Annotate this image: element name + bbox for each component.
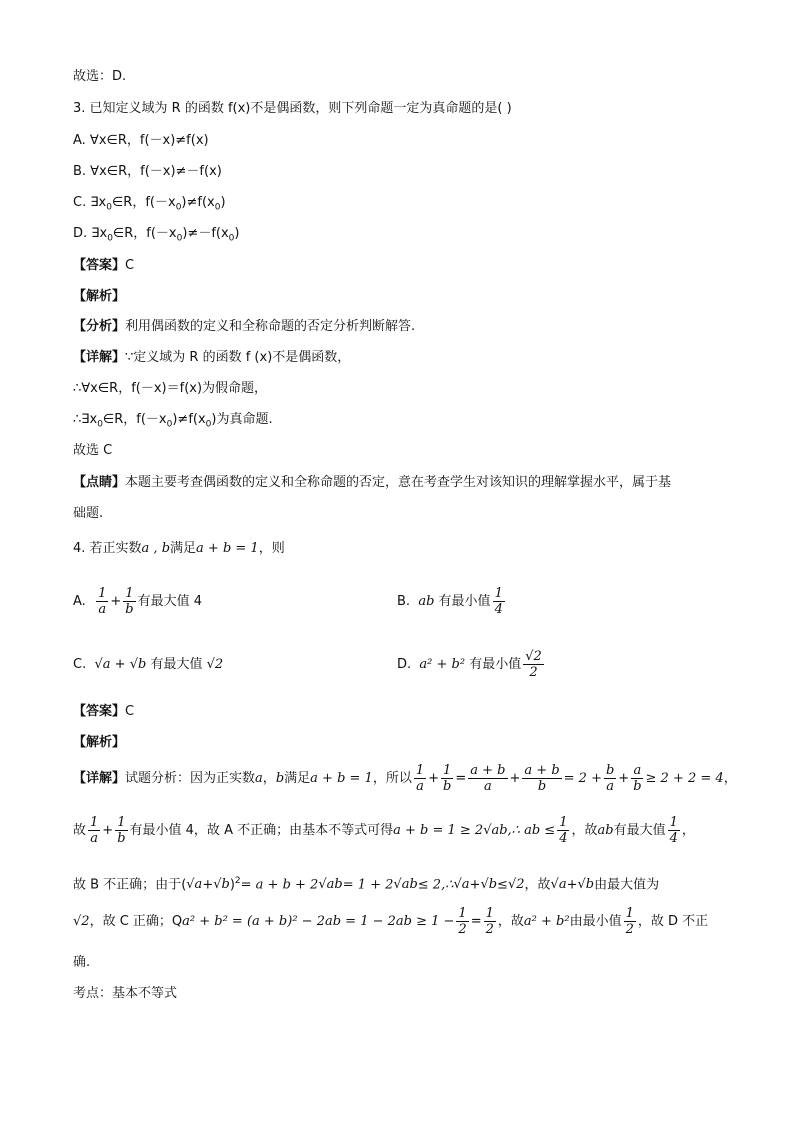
answer-4: 【答案】C (73, 704, 135, 719)
detail-4-line-3: 故 B 不正确；由于$(√a+√b)^2= a + b + 2√ab= 1 + 2√ab\le$ 2,∴√a+√b≤√2，故√a+√b由最大值为 (73, 876, 660, 893)
dianjing-line-2: 础题. (73, 506, 104, 521)
option-4b: B. ab 有最小值 $\frac{1}{4}$ (397, 586, 503, 617)
detail-4-line-2: 故 $\frac{1}{a}$ + $\frac{1}{b}$ 有最小值 4，故 A 不正确；由基本不等式可得a + b = 1 ≥ 2√ab,∴ ab ≤ $\frac{1}{4}$ ，故ab有最大值 $\frac{1}{4}$ ， (73, 815, 695, 846)
xiangjie-line-1: 【详解】∵定义域为 R 的函数 f (x)不是偶函数， (73, 350, 351, 365)
xiangjie-line-2: ∴∀x∈R，f(－x)＝f(x)为假命题， (73, 381, 268, 396)
analysis-heading-4: 【解析】 (73, 735, 126, 750)
option-3d: D. $\exists x_0\in R$，$f(-x_0)\ne-f(x_0)$ (73, 226, 240, 244)
kaodian-line: 考点：基本不等式 (73, 986, 178, 1001)
xiangjie-line-3: $\therefore\exists x_0\in R$，$f(-x_0)\ne f(x_0)$为真命题. (73, 412, 273, 430)
analysis-heading: 【解析】 (73, 289, 126, 304)
option-3b: B. ∀x∈R，f(－x)≠－f(x) (73, 164, 222, 179)
option-3a: A. ∀x∈R，f(－x)≠f(x) (73, 133, 209, 148)
detail-4-line-1: 【详解】试题分析：因为正实数a，b满足a + b = 1，所以 $\frac{1}{a}$ + $\frac{1}{b}$ = $\frac{a + b}{a}$ + $\frac{a + b}{b}$ = 2 + $\frac{b}{a}$ + $\frac{a}{b}$ ≥ 2 + 2 = 4， (73, 763, 737, 794)
detail-4-line-5: 确. (73, 955, 91, 970)
question-3: 3. 已知定义域为 R 的函数 f(x)不是偶函数，则下列命题一定为真命题的是( ) (73, 101, 512, 116)
option-4a: A. $\frac{1}{a}$ + $\frac{1}{b}$ 有最大值 4 (73, 586, 202, 617)
answer-3: 【答案】C (73, 258, 135, 273)
detail-4-line-4: √2，故 C 正确；Qa² + b² = (a + b)² − 2ab = 1 − 2ab ≥ 1 − $\frac{1}{2}$ = $\frac{1}{2}$ ，故a² + b²由最小值 $\frac{1}{2}$ ，故 D 不正 (73, 906, 709, 937)
conclusion-3: 故选 C (73, 443, 113, 458)
option-4d: D. a² + b² 有最小值 $\frac{√2}{2}$ (397, 649, 542, 680)
option-4c: C. √a + √b 有最大值 √2 (73, 657, 224, 672)
option-3c: C. $\exists x_0\in R$，$f(-x_0)\ne f(x_0)$ (73, 195, 226, 213)
question-4: 4. 若正实数a , b满足a + b = 1，则 (73, 541, 285, 556)
text-line: 故选：D. (73, 69, 127, 84)
dianjing-line-1: 【点睛】本题主要考查偶函数的定义和全称命题的否定，意在考查学生对该知识的理解掌握水平，属于基 (73, 475, 672, 490)
fenxi-line: 【分析】利用偶函数的定义和全称命题的否定分析判断解答. (73, 319, 416, 334)
